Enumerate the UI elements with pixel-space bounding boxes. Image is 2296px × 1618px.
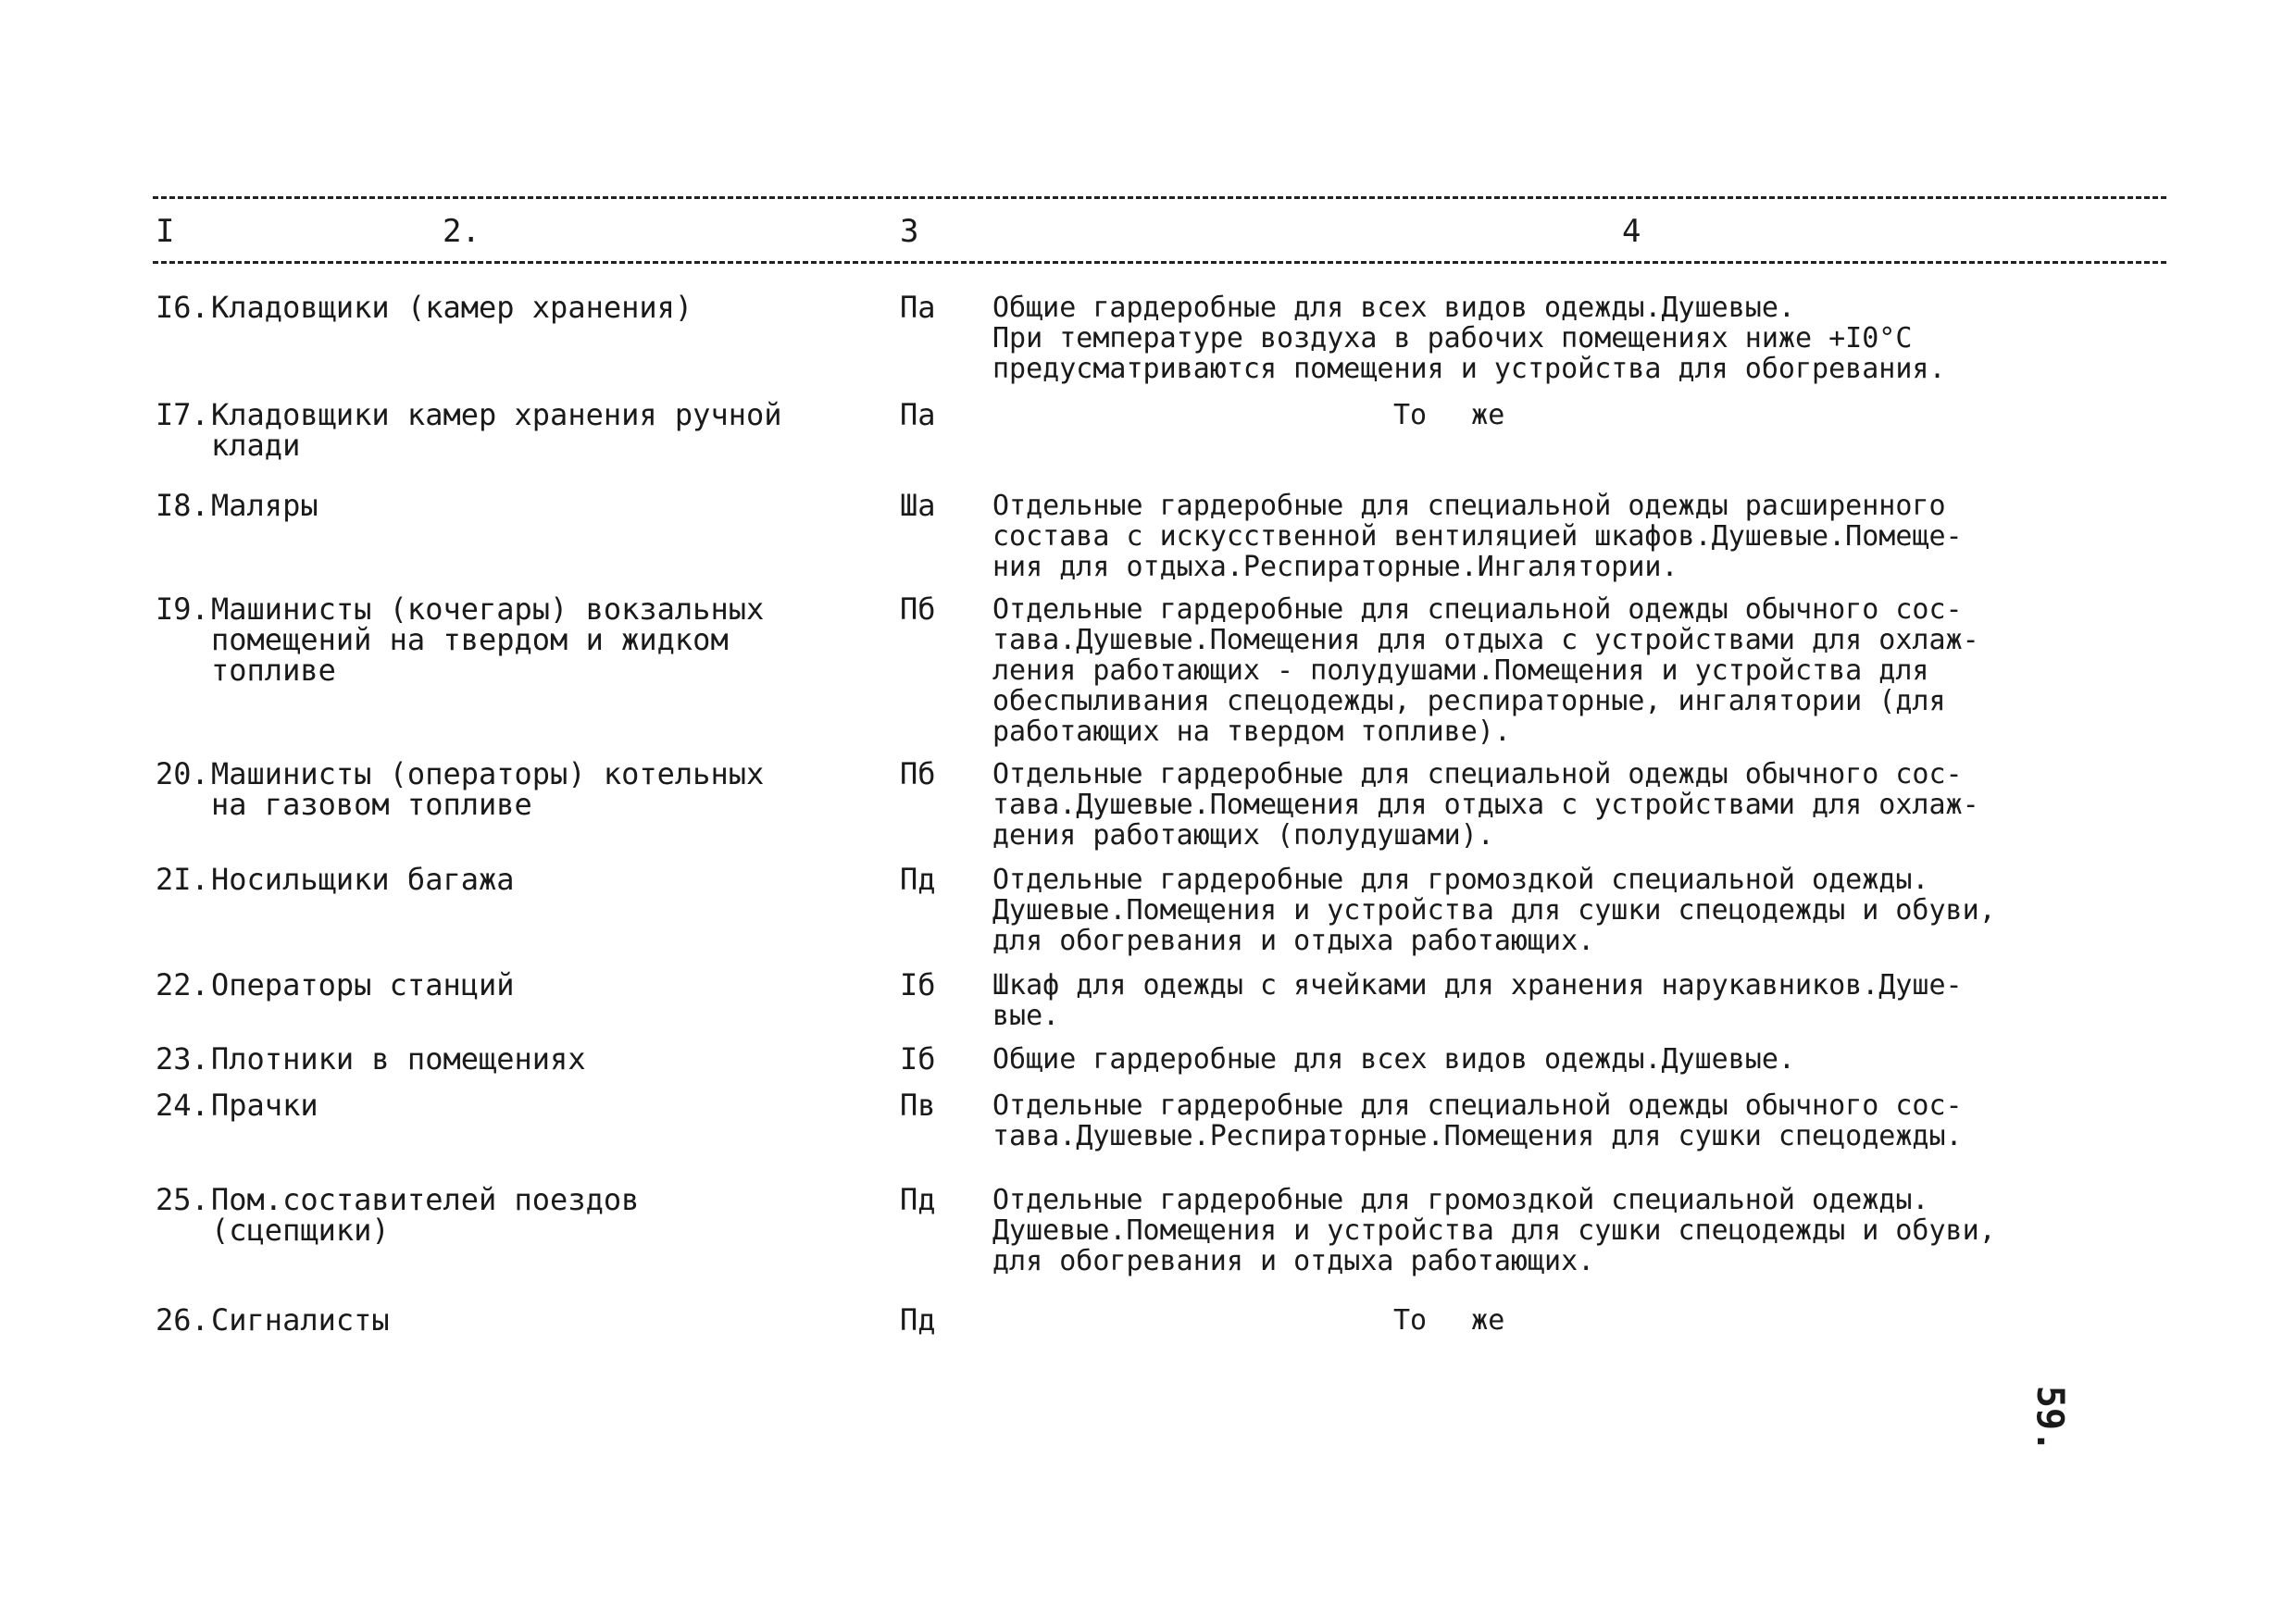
profession-name: Носильщики багажа	[211, 862, 515, 897]
sanitary-group: Пд	[900, 1302, 936, 1338]
column-header-3: 3	[900, 213, 919, 250]
profession-name: Машинисты (кочегары) вокзальных помещений на твердом и жидком топливе	[211, 591, 765, 688]
sanitary-group: Па	[900, 290, 936, 325]
row-number: 22.	[156, 967, 209, 1002]
page-number: 59.	[2028, 1385, 2072, 1453]
sanitary-group: Па	[900, 397, 936, 432]
row-number: 20.	[156, 756, 209, 791]
sanitary-group: Пв	[900, 1088, 936, 1123]
row-number: I7.	[156, 397, 209, 432]
row-number: 25.	[156, 1182, 209, 1217]
row-number: I8.	[156, 488, 209, 523]
facilities-description: То же	[1393, 1304, 1505, 1337]
facilities-description: Отдельные гардеробные для специальной одежды обычного сос- тава.Душевые.Респираторные.Помещения для сушки спецодежды.	[992, 1089, 1963, 1152]
row-number: 24.	[156, 1088, 209, 1123]
sanitary-group: Iб	[900, 967, 936, 1002]
sanitary-group: Пб	[900, 756, 936, 791]
profession-name: Маляры	[211, 488, 318, 523]
row-number: 2I.	[156, 862, 209, 897]
row-number: I6.	[156, 290, 209, 325]
facilities-description: Отдельные гардеробные для громоздкой специальной одежды. Душевые.Помещения и устройства для сушки спецодежды и обуви, для обогревания и отдыха работающих.	[992, 864, 1996, 957]
row-number: 26.	[156, 1302, 209, 1338]
column-header-2: 2.	[443, 213, 480, 250]
column-header-4: 4	[1622, 213, 1641, 250]
facilities-description: Общие гардеробные для всех видов одежды.Душевые. При температуре воздуха в рабочих помещениях ниже +I0°С предусматриваются помещения и устройства для обогревания.	[992, 292, 1946, 385]
facilities-description: Отдельные гардеробные для специальной одежды обычного сос- тава.Душевые.Помещения для отдыха с устройствами для охлаж- дения работающих (полудушами).	[992, 758, 1979, 852]
facilities-description: Общие гардеробные для всех видов одежды.Душевые.	[992, 1043, 1795, 1076]
header-top-rule	[153, 196, 2166, 199]
sanitary-group: Пб	[900, 591, 936, 627]
sanitary-group: Пд	[900, 862, 936, 897]
column-header-1: I	[156, 213, 175, 250]
profession-name: Плотники в помещениях	[211, 1041, 586, 1077]
profession-name: Сигналисты	[211, 1302, 390, 1338]
sanitary-group: Ша	[900, 488, 936, 523]
facilities-description: Отдельные гардеробные для громоздкой специальной одежды. Душевые.Помещения и устройства для сушки спецодежды и обуви, для обогревания и отдыха работающих.	[992, 1184, 1996, 1277]
profession-name: Кладовщики (камер хранения)	[211, 290, 693, 325]
profession-name: Машинисты (операторы) котельных на газовом топливе	[211, 756, 765, 822]
row-number: 23.	[156, 1041, 209, 1077]
facilities-description: Шкаф для одежды с ячейками для хранения нарукавников.Душе- вые.	[992, 969, 1963, 1032]
profession-name: Операторы станций	[211, 967, 515, 1002]
profession-name: Кладовщики камер хранения ручной клади	[211, 397, 782, 463]
sanitary-group: Пд	[900, 1182, 936, 1217]
profession-name: Прачки	[211, 1088, 318, 1123]
facilities-description: Отдельные гардеробные для специальной одежды обычного сос- тава.Душевые.Помещения для отдыха с устройствами для охлаж- ления работающих - полудушами.Помещения и устройства для обеспыливания спецодежды, респираторные, ингалятории (для работающих на твердом топливе).	[992, 593, 1979, 748]
sanitary-group: Iб	[900, 1041, 936, 1077]
profession-name: Пом.составителей поездов (сцепщики)	[211, 1182, 640, 1248]
header-bottom-rule	[153, 261, 2166, 264]
facilities-description: Отдельные гардеробные для специальной одежды расширенного состава с искусственной вентиляцией шкафов.Душевые.Помеще- ния для отдыха.Респираторные.Ингалятории.	[992, 490, 1963, 583]
row-number: I9.	[156, 591, 209, 627]
facilities-description: То же	[1393, 399, 1505, 431]
